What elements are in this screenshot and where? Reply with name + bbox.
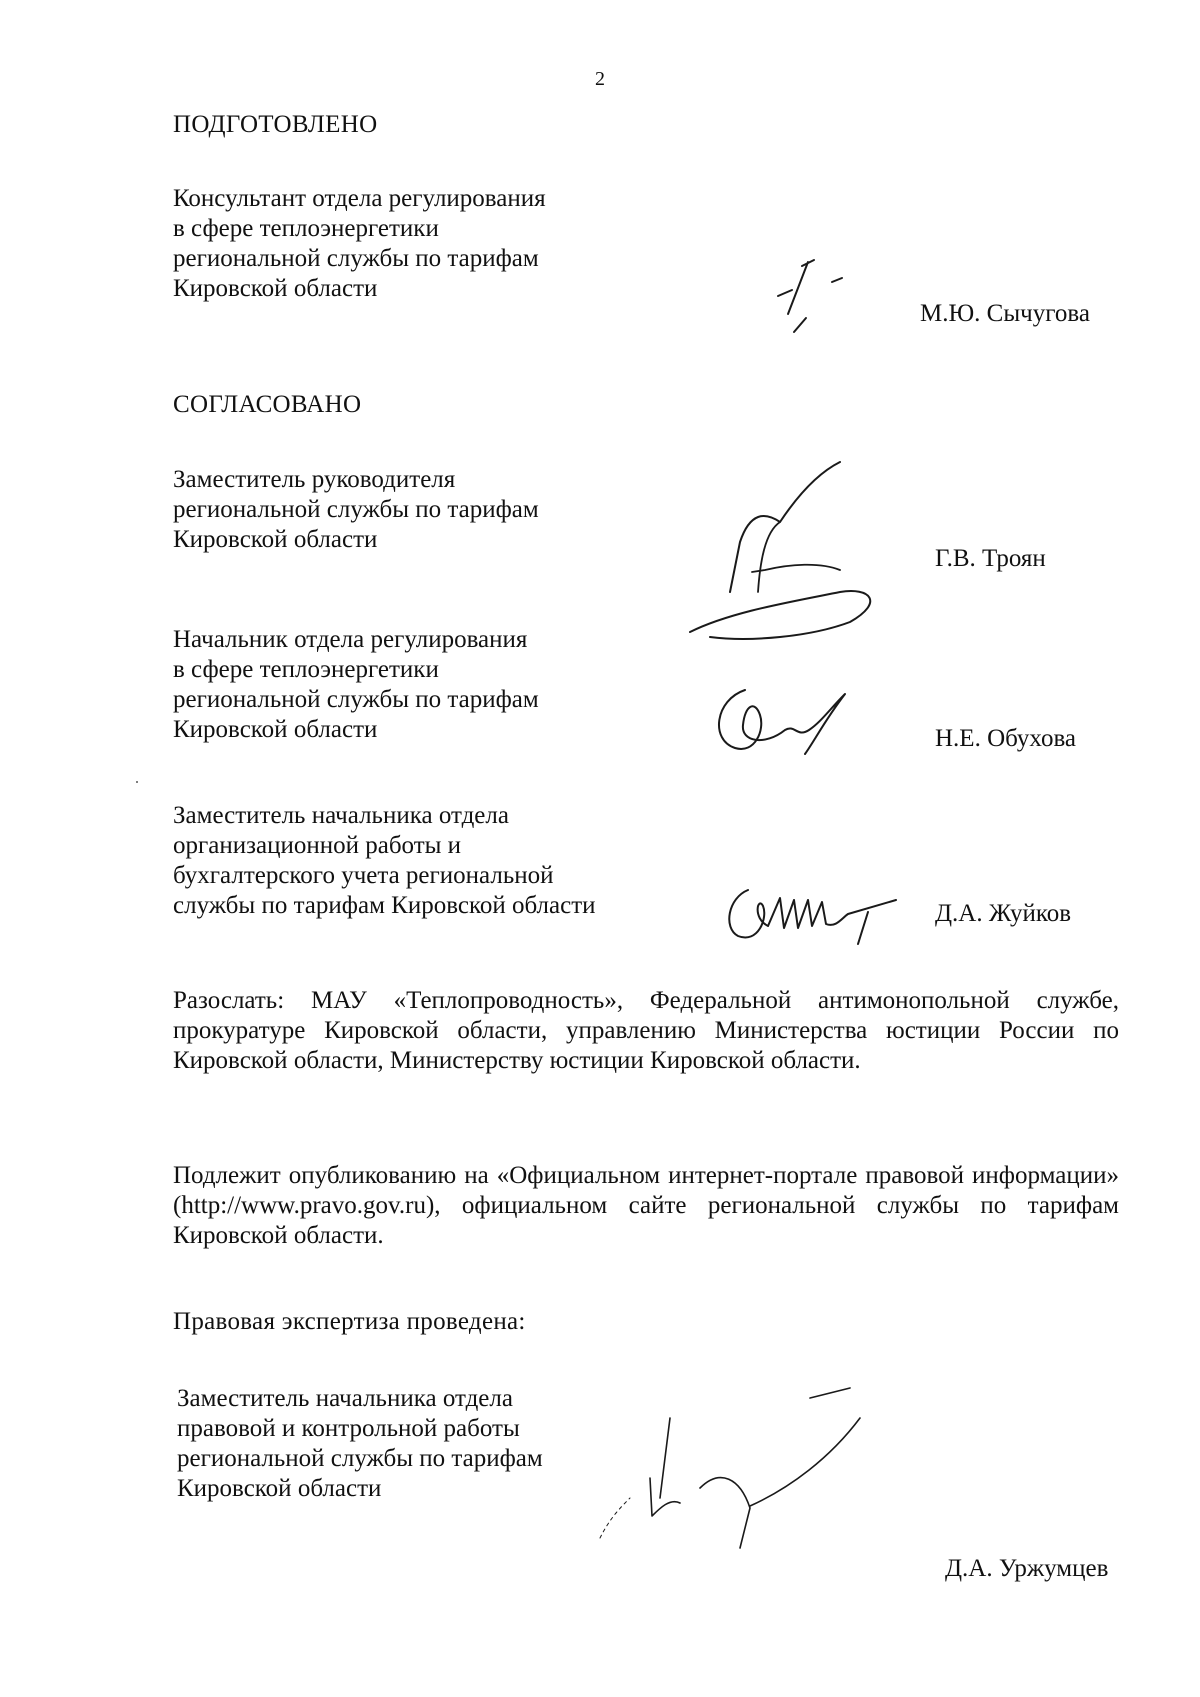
legal-review-heading: Правовая экспертиза проведена:	[173, 1308, 526, 1335]
agreed-signer-1-name: Г.В. Троян	[935, 545, 1046, 572]
signature-zhuykov	[718, 878, 918, 948]
agreed-signer-2-position: Начальник отдела регулирования в сфере теплоэнергетики региональной службы по тарифам Кировской области	[173, 626, 539, 743]
signature-troyan	[670, 452, 900, 652]
distribution-paragraph: Разослать: МАУ «Теплопроводность», Федеральной антимонопольной службе, прокуратуре Кировской области, управлению Министерства юстиции России по Кировской области, Министерству юстиции Кировской области.	[173, 987, 1119, 1074]
prepared-name: М.Ю. Сычугова	[920, 300, 1090, 327]
scan-speck	[136, 781, 138, 783]
agreed-signer-3-name: Д.А. Жуйков	[935, 900, 1072, 927]
agreed-signer-1-position: Заместитель руководителя региональной службы по тарифам Кировской области	[173, 466, 539, 553]
signature-urzhumtsev	[590, 1378, 920, 1558]
agreed-signer-2-name: Н.Е. Обухова	[935, 725, 1077, 752]
publication-paragraph: Подлежит опубликованию на «Официальном интернет-портале правовой информации» (http://www.pravo.gov.ru), официальном сайте региональной службы по тарифам Кировской области.	[173, 1162, 1119, 1249]
signature-obukhova	[705, 680, 875, 760]
page-number: 2	[595, 68, 605, 90]
legal-review-name: Д.А. Уржумцев	[945, 1555, 1109, 1582]
prepared-heading: ПОДГОТОВЛЕНО	[173, 111, 378, 138]
agreed-heading: СОГЛАСОВАНО	[173, 391, 362, 418]
signature-sychugova	[770, 258, 880, 336]
prepared-position: Консультант отдела регулирования в сфере теплоэнергетики региональной службы по тарифам Кировской области	[173, 185, 546, 302]
legal-review-position: Заместитель начальника отдела правовой и контрольной работы региональной службы по тарифам Кировской области	[177, 1385, 543, 1502]
agreed-signer-3-position: Заместитель начальника отдела организационной работы и бухгалтерского учета региональной службы по тарифам Кировской области	[173, 802, 596, 919]
